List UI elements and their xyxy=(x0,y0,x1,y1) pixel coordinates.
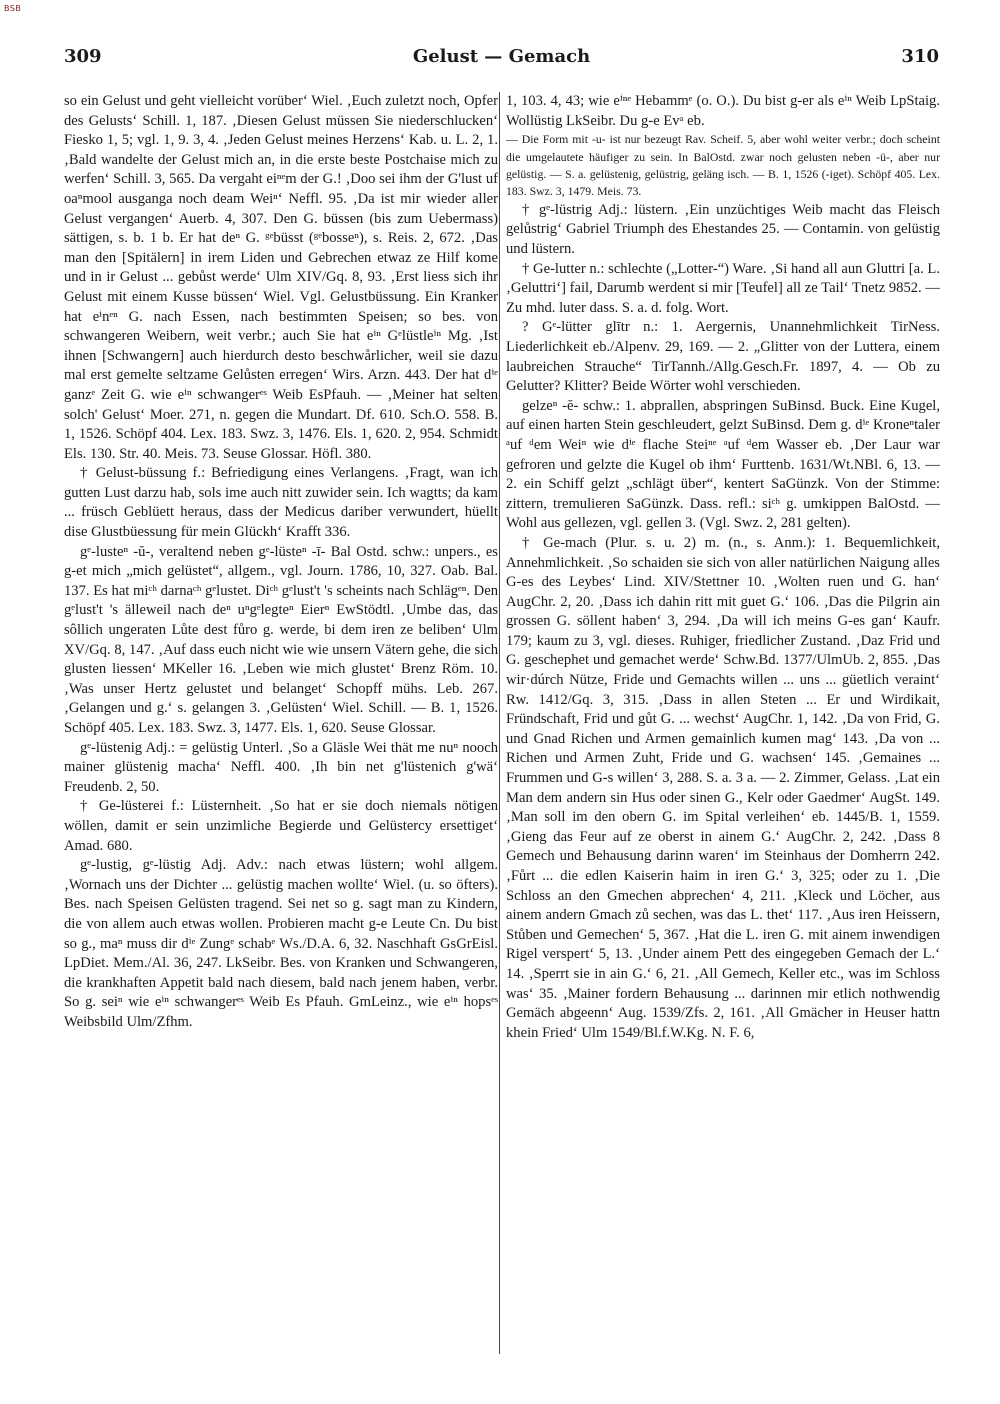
entry-ge-luestenig: gᵉ-lüstenig Adj.: = gelüstig Unterl. ‚So a Gläsle Wei thät me nuⁿ nooch mainer glüstenig macha‘ Neffl. 400. ‚Ih bin net g'lüstenich g'wä‘ Freudenb. 2, 50. xyxy=(64,739,498,795)
right-column xyxy=(506,92,940,1382)
entry-ge-luetter: ? Gᵉ-lütter glītr n.: 1. Aergernis, Unannehmlichkeit TirNess. Liederlichkeit eb./Alpenv. 29, 169. — 2. „Glitter von der Luttera, einem laubreichen Strauche“ TirTannh./Allg.Gesch.Fr. 1897, 4. — Ob zu Gelutter? Klitter? Beide Wörter wohl verschieden. xyxy=(506,319,940,395)
entry-ge-luestrig: † gᵉ-lüstrig Adj.: lüstern. ‚Ein unzüchtiges Weib macht das Fleisch gelůstrig‘ Gabriel Triumph des Ehestandes 25. — Contamin. von gelüstig und lüstern. xyxy=(506,201,940,257)
page-header xyxy=(64,42,939,72)
entry-ge-mach: † Ge-mach (Plur. s. u. 2) m. (n., s. Anm.): 1. Bequemlichkeit, Annehmlichkeit. ‚So schaiden sie sich von aller natürlichen Naigung alles G-es des Leybes‘ Lind. XIV/Stettner 10. ‚Wolten ruen und G. han‘ AugChr. 2, 20. ‚Dass ich dahin ritt mit guet G.‘ 106. ‚Das die Pilgrin ain grossen G. söllent haben‘ 3, 294. ‚Da will ich meins G-es gan‘ Kaufr. 179; kaum zu 3, vgl. dieses. Ruhiger, friedlicher Zustand. ‚Daz Frid und G. geschephet und gemachet werde‘ Schw.Bd. 1377/UlmUb. 2, 855. ‚Das wir·dúrch Nütze, Fride und Gemachts willen ... uns ... güetlich veraint‘ Rw. 1412/Gq. 3, 315. ‚Dass in allen Steten ... Er und Wirdikait, Fründschaft, Frid und gůt G. ... wechst‘ AugChr. 1, 142. ‚Da von Frid, G. und Gnad Richen und Armen gemainlich kumen mag‘ 143. ‚Da von ... Richen und Armen Zuht, Fride und G. wachsen‘ 145. ‚Gemaines ... Frummen und G-s willen‘ 3, 288. S. a. 3 a. — 2. Zimmer, Gelass. ‚Lat ein Man dem andern sin Hus oder sinen G., Kelr oder Gaedmer‘ AugSt. 149. ‚Man soll im den obern G. im Spital verleihen‘ eb. 1445/B. 1, 1559. ‚Gieng das Feur auf ze oberst in ainem G.‘ AugChr. 2, 242. ‚Dass 8 Gemech und Behausung darinn waren‘ im Steinhaus der Domherrn 242. ‚Fůrt ... die edlen Kaiserin haim in iren G.‘ 3, 325; oder zu 1. ‚Die Schloss an den Gmechen abprechen‘ 4, 211. ‚Kleck und Löcher, aus ainem andern Gmach zů sechen, was das L. thet‘ 117. ‚Aus iren Heissern, Stůben und Gemechen‘ 5, 367. ‚Hat die L. iren G. mit ainem inwendigen Rigel verspert‘ 5, 13. ‚Under ainem Pett des eingegeben Gemach der L.‘ 14. ‚Sperrt sie in ain G.‘ 6, 21. ‚All Gemech, Keller etc., was im Schloss was‘ 35. ‚Mainer fordern Behausung ... darinnen mir etlich nothwendig Gemäch abgeenn‘ Aug. 1539/Zfs. 2, 161. ‚All Gmächer in Heuser hattn khein Fried‘ Ulm 1549/Bl.f.W.Kg. N. F. 6, xyxy=(506,534,940,1041)
running-head: Gelust — Gemach xyxy=(412,46,591,67)
page-number-right: 310 xyxy=(901,46,939,67)
entry-ge-lustig-continued: 1, 103. 4, 43; wie eⁱⁿᵉ Hebammᵉ (o. O.). Du bist g-er als eⁱⁿ Weib LpStaig. Wollüstig LkSeibr. Du g-e Evᵃ eb. xyxy=(506,93,940,129)
library-mark: BSB xyxy=(4,4,22,13)
entry-gelzen: gelzeⁿ -ĕ- schw.: 1. abprallen, abspringen SuBinsd. Buck. Eine Kugel, auf einen harten Stein geschleudert, gelzt SuBinsd. Dem g. dⁱᵉ Kroneⁿtaler ᵃuf ᵈem Weiⁿ wie dⁱᵉ flache Steiⁿᵉ ᵃuf ᵈem Wasser eb. ‚Der Laur war gefroren und gelzte die Kugel ob ihm‘ Furttenb. 1631/Wt.NBl. 6, 13. — 2. ein Schiff gelzt „schlägt über“, kentert SaGünzk. Von der Stimme: zittern, tremulieren SaGünzk. Dass. refl.: siᶜʰ g. umkippen BalOstd. — Wohl aus gellezen, vgl. gellen 3. (Vgl. Swz. 2, 281 gelten). xyxy=(506,397,940,532)
entry-ge-lutter: † Ge-lutter n.: schlechte („Lotter-“) Ware. ‚Si hand all aun Gluttri [a. L. ‚Geluttri‘] fail, Darumb werdent si mir [Teufel] all ze Tail‘ Tnetz 9852. — Zu mhd. luter dass. S. a. d. folg. Wort. xyxy=(506,260,940,316)
entry-ge-luesterei: † Ge-lüsterei f.: Lüsternheit. ‚So hat er sie doch niemals nötigen wöllen, damit er sein unzimliche Begierde und Gelüstercy ersettiget‘ Amad. 680. xyxy=(64,798,498,854)
entry-ge-lusten: gᵉ-lusteⁿ -ŭ-, veraltend neben gᵉ-lüsteⁿ -ī- Bal Ostd. schw.: unpers., es g-et mich „mich gelüstet“, allgem., vgl. Journ. 1786, 10, 327. Oab. Bal. 137. Es hat miᶜʰ darnaᶜʰ gᵉlustet. Diᶜʰ gᵉlust't 's scheints nach Schlägᵉⁿ. Den gᵉlust't 's älleweil nach deⁿ uⁿgᵉlegteⁿ Eierⁿ EwStödtl. ‚Umbe das, das sôllich ungeraten Lůte dest fůro g. werde, bi dem iren ze beliben‘ Ulm XV/Gq. 8, 147. ‚Auf dass euch nicht wie wie unsern Vätern gehe, die sich glusten liessen‘ MKeller 16. ‚Leben wie mich glustet‘ Brenz Röm. 10. ‚Was unser Hertz gelustet und belanget‘ Schopff mühs. Leb. 267. ‚Gelangen und g.‘ s. gelangen 3. ‚Gelüsten‘ Wiel. Schill. — B. 1, 1526. Schöpf 405. Lex. 183. Swz. 3, 1477. Els. 1, 620. Seuse Glossar. xyxy=(64,543,498,736)
left-column xyxy=(64,92,498,1382)
entry-gelust-buessung: † Gelust-büssung f.: Befriedigung eines Verlangens. ‚Fragt, wan ich gutten Lust darzu hab, sols ime auch nitt zuwider sein. Ich wagtts; da kam ... früsch Geblüett heraus, dass der Medicus dariber verwundert, hüellt dise Glustbüessung für mein Glückh‘ Krafft 336. xyxy=(64,465,498,541)
entry-gelust-continued: so ein Gelust und geht vielleicht vorüber‘ Wiel. ‚Euch zuletzt noch, Opfer des Gelusts‘ Schill. 1, 187. ‚Diesen Gelust müssen Sie niederschlucken‘ Fiesko 1, 5; vgl. 1, 9. 3, 4. ‚Jeden Gelust meines Herzens‘ Kab. u. L. 2, 1. ‚Bald wandelte der Gelust mich an, in die erste beste Postchaise mich zu werfen‘ Schill. 3, 565. Da vergaht eiⁿᵉm der G.! ‚Doo sei ihm der G'lust uf oaⁿmool ausganga noch deam Weiⁿ‘ Neffl. 95. ‚Da ist mir wieder aller Gelust vergangen‘ Auerb. 4, 307. Den G. büssen (bis zum Uebermass) sättigen, s. b. 1 b. Er hat deⁿ G. ᵍᵉbüsst (ᵍᵉbosseⁿ), s. Reis. 2, 672. ‚Das man den [Spitälern] in irem Liden und Gebrechen etwaz ze Hilf kome und in ir Gelust ... gebůst werde‘ Ulm XIV/Gq. 8, 93. ‚Erst liess sich ihr Gelust mit einem Kusse büssen‘ Wiel. Vgl. Gelustbüssung. Ein Kranker hat eⁱnᵉⁿ G. nach Essen, nach bestimmten Speisen; so bes. von schwangeren Weibern, weit verbr.; auch Sie hat eⁱⁿ Gᵉlüstleⁱⁿ Mg. ‚Ist ihnen [Schwangern] auch hierdurch desto beschwårlicher, weil sie dazu mal erst gemelte seltzame Gelůsten erregen‘ Wirs. Arzn. 443. Der hat dⁱᵉ ganzᵉ Zeit G. wie eⁱⁿ schwangerᵉˢ Weib EsPfauh. — ‚Meiner hat selten solch' Gelust‘ Moer. 271, n. gegen die Mundart. Df. 610. Sch.O. 558. B. 1, 1526. Schöpf 404. Lex. 183. Swz. 3, 1476. Els. 1, 620. 2, 954. Schmidt Els. 130. Str. 40. Meis. 73. Seuse Glossar. Höfl. 380. xyxy=(64,93,498,462)
entry-ge-lustig: gᵉ-lustig, gᵉ-lüstig Adj. Adv.: nach etwas lüstern; wohl allgem. ‚Wornach uns der Dichter ... gelüstig machen wollte‘ Wiel. (u. so öfters). Bes. nach Speisen Gelüsten tragend. Sei net so g. sagt man zu Kindern, die von allem auch etwas wollen. Probieren macht g-e Leute Cn. Du bist so g., maⁿ muss dir dⁱᵉ Zungᵉ schabᵉ Ws./D.A. 6, 32. Naschhaft GsGrEisl. LpDiet. Mem./Al. 36, 247. LkSeibr. Bes. von Kranken und Schwangeren, die krankhaften Appetit bald nach diesem, bald nach jenem haben, verbr. So g. seiⁿ wie eⁱⁿ schwangerᵉˢ Weib Es Pfauh. GmLeinz., wie eⁱⁿ hopsᵉˢ Weibsbild Ulm/Zfhm. xyxy=(64,857,498,1030)
page-number-left: 309 xyxy=(64,46,102,67)
note-ge-lustig: — Die Form mit -u- ist nur bezeugt Rav. Scheif. 5, aber wohl weiter verbr.; doch scheint die umgelautete häufiger zu sein. In BalOstd. zwar noch gelusten neben -ü-, aber nur gelüstig. — S. a. gelüstenig, gelüstrig, geläng isch. — B. 1, 1526 (-iget). Schöpf 405. Lex. 183. Swz. 3, 1479. Meis. 73. xyxy=(506,132,940,199)
column-divider xyxy=(499,92,500,1354)
